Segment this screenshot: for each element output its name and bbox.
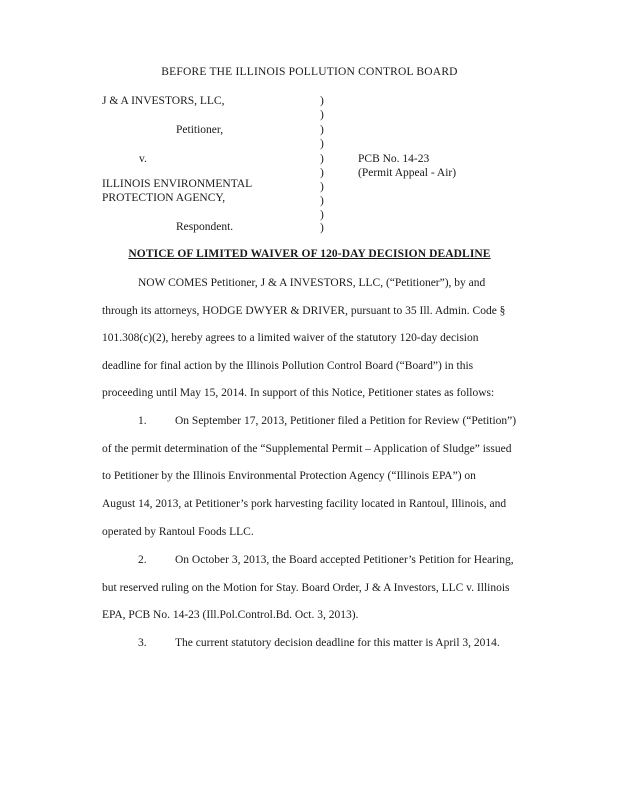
case-caption <box>102 95 522 235</box>
paragraph-line: On October 3, 2013, the Board accepted Petitioner’s Petition for Hearing, <box>175 554 514 566</box>
notice-heading: NOTICE OF LIMITED WAIVER OF 120-DAY DECISION DEADLINE <box>128 248 491 260</box>
caption-paren: ) <box>320 95 324 107</box>
board-title: BEFORE THE ILLINOIS POLLUTION CONTROL BOARD <box>161 66 458 78</box>
petitioner-role: Petitioner, <box>176 124 224 136</box>
case-type: (Permit Appeal - Air) <box>358 167 457 179</box>
paragraph-line: but reserved ruling on the Motion for Stay. Board Order, J & A Investors, LLC v. Illinois <box>102 582 510 594</box>
petitioner-name: J & A INVESTORS, LLC, <box>102 95 225 107</box>
paragraph-line: operated by Rantoul Foods LLC. <box>102 526 254 538</box>
paragraph-number: 1. <box>138 415 147 427</box>
respondent-role: Respondent. <box>176 221 234 233</box>
intro-line: proceeding until May 15, 2014. In support of this Notice, Petitioner states as follows: <box>102 387 495 399</box>
caption-paren: ) <box>320 153 324 165</box>
respondent-name-line2: PROTECTION AGENCY, <box>102 192 226 204</box>
case-number: PCB No. 14-23 <box>358 153 430 165</box>
paragraph-line: EPA, PCB No. 14-23 (Ill.Pol.Control.Bd. Oct. 3, 2013). <box>102 609 359 621</box>
caption-paren: ) <box>320 222 324 234</box>
caption-paren: ) <box>320 138 324 150</box>
paragraph-number: 2. <box>138 554 147 566</box>
intro-line: NOW COMES Petitioner, J & A INVESTORS, LLC, (“Petitioner”), by and <box>138 277 486 289</box>
intro-line: 101.308(c)(2), hereby agrees to a limited waiver of the statutory 120-day decision <box>102 332 479 344</box>
caption-paren: ) <box>320 167 324 179</box>
intro-line: through its attorneys, HODGE DWYER & DRIVER, pursuant to 35 Ill. Admin. Code § <box>102 305 506 317</box>
caption-paren: ) <box>320 124 324 136</box>
caption-paren: ) <box>320 181 324 193</box>
paragraph-number: 3. <box>138 637 147 649</box>
paragraph-line: August 14, 2013, at Petitioner’s pork harvesting facility located in Rantoul, Illinois, and <box>102 498 507 510</box>
paragraph-line: of the permit determination of the “Supplemental Permit – Application of Sludge” issued <box>102 443 512 455</box>
intro-line: deadline for final action by the Illinois Pollution Control Board (“Board”) in this <box>102 360 474 372</box>
paragraph-line: On September 17, 2013, Petitioner filed a Petition for Review (“Petition”) <box>175 415 517 427</box>
versus: v. <box>139 153 147 165</box>
caption-paren: ) <box>320 195 324 207</box>
caption-paren: ) <box>320 109 324 121</box>
caption-paren: ) <box>320 209 324 221</box>
paragraph-line: to Petitioner by the Illinois Environmental Protection Agency (“Illinois EPA”) on <box>102 470 476 482</box>
paragraph-line: The current statutory decision deadline for this matter is April 3, 2014. <box>175 637 500 649</box>
respondent-name-line1: ILLINOIS ENVIRONMENTAL <box>102 178 253 190</box>
